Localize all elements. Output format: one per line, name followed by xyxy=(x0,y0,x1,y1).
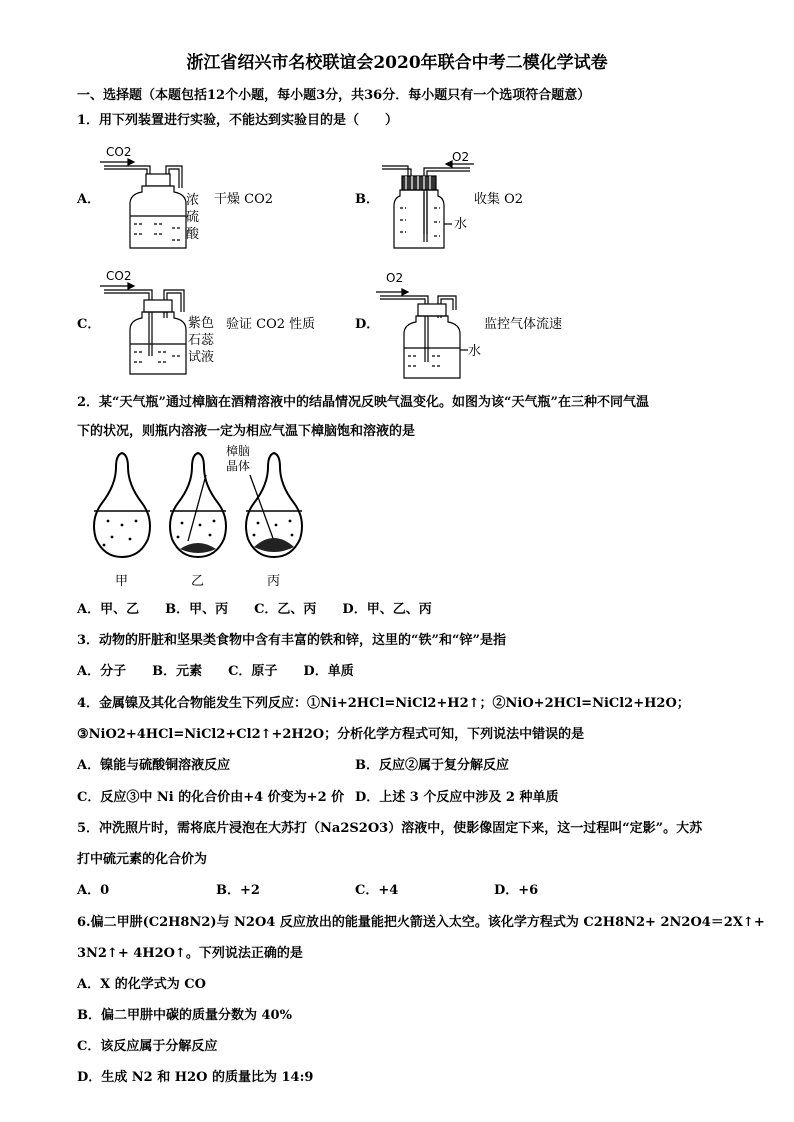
q6-option-a: A．X 的化学式为 CO xyxy=(77,977,206,992)
q6-stem-line2: 3N2↑+ 4H2O↑。下列说法正确的是 xyxy=(77,946,303,961)
q1-d-bottle-label: 水 xyxy=(468,344,482,359)
q2-figure-label-line: 樟脑 xyxy=(226,444,251,458)
q1-a-label-line: 酸 xyxy=(186,227,200,242)
q6-stem-line1: 6.偏二甲肼(C2H8N2)与 N2O4 反应放出的能量能把火箭送入太空。该化学方程式为 C2H8N2+ 2N2O4＝2X↑+ xyxy=(77,915,765,930)
q6-option-d: D．生成 N2 和 H2O 的质量比为 14:9 xyxy=(77,1070,314,1085)
q5-option-d: D．+6 xyxy=(494,883,539,898)
q5-option-b: B．+2 xyxy=(216,883,260,898)
q5-stem-line2: 打中硫元素的化合价为 xyxy=(77,852,208,867)
q1-d-gas-label: O2 xyxy=(386,271,404,285)
q4-stem-line2: ③NiO2+4HCl=NiCl2+Cl2↑+2H2O；分析化学方程式可知，下列说法中错误的是 xyxy=(77,727,585,742)
q4-stem-line1: 4．金属镍及其化合物能发生下列反应：①Ni+2HCl=NiCl2+H2↑；②NiO+2HCl=NiCl2+H2O； xyxy=(77,696,690,711)
q5-option-a: A．0 xyxy=(77,883,110,898)
q1-a-bottle-label xyxy=(186,192,199,243)
q1-c-label-line: 紫色 xyxy=(188,316,215,331)
q2-bottle-name-bing: 丙 xyxy=(267,574,281,589)
q1-c-bottle-label xyxy=(188,315,214,366)
q1-a-label-line: 硫 xyxy=(186,210,200,225)
q2-figure-label xyxy=(226,444,250,474)
q1-option-b-letter: B． xyxy=(355,192,379,207)
q1-b-gas-label: O2 xyxy=(452,150,470,164)
q2-bottle-name-yi: 乙 xyxy=(191,574,205,589)
q5-stem-line1: 5．冲洗照片时，需将底片浸泡在大苏打（Na2S2O3）溶液中，使影像固定下来，这一过程叫“定影”。大苏 xyxy=(77,821,703,836)
q1-a-gas-label: CO2 xyxy=(106,145,132,159)
page-title: 浙江省绍兴市名校联谊会2020年联合中考二模化学试卷 xyxy=(186,53,608,73)
q4-option-c: C．反应③中 Ni 的化合价由+4 价变为+2 价 xyxy=(77,790,345,805)
q1-d-caption: 监控气体流速 xyxy=(484,317,563,332)
q1-stem: 1．用下列装置进行实验，不能达到实验目的是（ ） xyxy=(77,113,399,128)
q3-options: A．分子 B．元素 C．原子 D．单质 xyxy=(77,664,354,679)
q2-weather-bottles-figure xyxy=(82,445,322,590)
q4-option-d: D．上述 3 个反应中涉及 2 种单质 xyxy=(355,790,559,805)
q1-option-a-letter: A． xyxy=(77,192,101,207)
q4-option-b: B．反应②属于复分解反应 xyxy=(355,758,509,773)
q1-a-label-line: 浓 xyxy=(186,193,200,208)
q1-c-label-line: 石蕊 xyxy=(188,333,215,348)
q5-option-c: C．+4 xyxy=(355,883,399,898)
q6-option-b: B．偏二甲肼中碳的质量分数为 40% xyxy=(77,1008,292,1023)
q2-stem-line1: 2．某“天气瓶”通过樟脑在酒精溶液中的结晶情况反映气温变化。如图为该“天气瓶”在三种不同气温 xyxy=(77,395,649,410)
q1-b-caption: 收集 O2 xyxy=(474,192,524,207)
q1-c-label-line: 试液 xyxy=(188,350,215,365)
q2-stem-line2: 下的状况，则瓶内溶液一定为相应气温下樟脑饱和溶液的是 xyxy=(77,424,416,439)
section-heading: 一、选择题（本题包括12个小题，每小题3分，共36分．每小题只有一个选项符合题意） xyxy=(77,88,591,103)
q6-option-c: C．该反应属于分解反应 xyxy=(77,1039,218,1054)
q2-figure-label-line: 晶体 xyxy=(226,459,251,473)
q2-options: A．甲、乙 B．甲、丙 C．乙、丙 D．甲、乙、丙 xyxy=(77,602,432,617)
q1-option-d-letter: D． xyxy=(355,317,380,332)
q1-b-bottle-label: 水 xyxy=(454,217,468,232)
q2-bottle-name-jia: 甲 xyxy=(115,574,129,589)
q1-c-gas-label: CO2 xyxy=(106,269,132,283)
q1-a-caption: 干燥 CO2 xyxy=(214,192,274,207)
q4-option-a: A．镍能与硫酸铜溶液反应 xyxy=(77,758,231,773)
q1-c-caption: 验证 CO2 性质 xyxy=(226,317,316,332)
q1-option-c-letter: C． xyxy=(77,317,101,332)
q1-apparatus-d xyxy=(376,270,486,382)
q3-stem: 3．动物的肝脏和坚果类食物中含有丰富的铁和锌，这里的“铁”和“锌”是指 xyxy=(77,633,506,648)
